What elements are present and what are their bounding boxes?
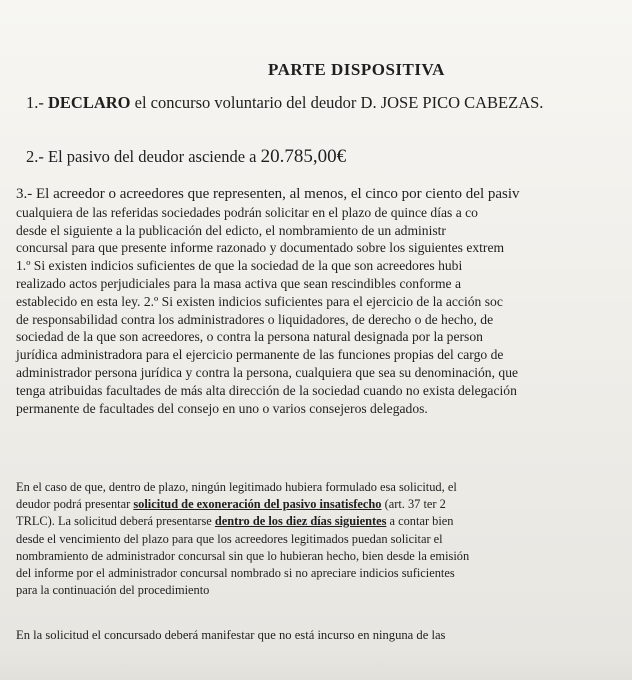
debt-amount: 20.785,00€: [260, 146, 347, 167]
paragraph-3-line: tenga atribuidas facultades de más alta dirección de la sociedad cuando no exista delegación: [16, 382, 517, 398]
paragraph-4-line: [16, 496, 632, 513]
paragraph-1: [26, 93, 543, 113]
paragraph-3-line: administrador persona jurídica y contra la persona, cualquiera que sea su denominación, que: [16, 364, 519, 380]
paragraph-4-text: (art. 37 ter 2: [381, 497, 446, 512]
paragraph-3-line: permanente de facultades del consejo en uno o varios consejeros delegados.: [16, 400, 428, 416]
paragraph-4-line: para la continuación del procedimiento: [16, 583, 210, 598]
paragraph-3-line: de responsabilidad contra los administradores o liquidadores, de derecho o de hecho, de: [16, 311, 494, 327]
paragraph-4-line: desde el vencimiento del plazo para que los acreedores legitimados puedan solicitar el: [16, 531, 443, 546]
paragraph-4-text: TRLC). La solicitud deberá presentarse: [16, 514, 215, 529]
paragraph-3-line: desde el siguiente a la publicación del edicto, el nombramiento de un administr: [16, 222, 446, 238]
paragraph-3-line: cualquiera de las referidas sociedades podrán solicitar en el plazo de quince días a co: [16, 204, 478, 220]
paragraph-3-line: concursal para que presente informe razonado y documentado sobre los siguientes extrem: [16, 240, 505, 256]
section-title: PARTE DISPOSITIVA: [268, 60, 445, 79]
paragraph-5: [16, 627, 632, 644]
paragraph-3-line: sociedad de la que son acreedores, o contra la persona natural designada por la person: [16, 329, 483, 345]
paragraph-4-line: nombramiento de administrador concursal sin que lo hubieran hecho, bien desde la emisión: [16, 548, 470, 563]
paragraph-3: [16, 186, 632, 417]
page-bottom-shadow: [0, 650, 632, 680]
paragraph-2: [26, 146, 346, 168]
paragraph-4-text: a contar bien: [386, 514, 454, 529]
paragraph-3-line: realizado actos perjudiciales para la masa activa que sean rescindibles conforme a: [16, 275, 461, 291]
paragraph-3-line: 1.º Si existen indicios suficientes de que la sociedad de la que son acreedores hubi: [16, 258, 463, 274]
deadline-emphasis: dentro de los diez días siguientes: [214, 514, 387, 529]
declaro-keyword: DECLARO: [48, 93, 131, 112]
paragraph-1-number: 1.-: [26, 93, 48, 112]
paragraph-4-line: del informe por el administrador concursal nombrado si no apreciare indicios suficientes: [16, 566, 455, 581]
paragraph-4-text: deudor podrá presentar: [16, 497, 134, 512]
paragraph-4-line: [16, 513, 632, 530]
paragraph-3-line: jurídica administradora para el ejercicio permanente de las funciones propias del cargo de: [16, 347, 504, 363]
paragraph-5-line: En la solicitud el concursado deberá manifestar que no está incurso en ninguna de las: [16, 628, 446, 642]
paragraph-3-line: establecido en esta ley. 2.º Si existen indicios suficientes para el ejercicio de la acción soc: [16, 293, 503, 309]
paragraph-3-line: 3.- El acreedor o acreedores que representen, al menos, el cinco por ciento del pasiv: [16, 186, 520, 202]
paragraph-1-text: el concurso voluntario del deudor D. JOSE PICO CABEZAS.: [130, 93, 544, 112]
paragraph-4-line: En el caso de que, dentro de plazo, ningún legitimado hubiera formulado esa solicitud, el: [16, 480, 457, 494]
paragraph-4: [16, 479, 632, 599]
exoneration-request-emphasis: solicitud de exoneración del pasivo insatisfecho: [133, 497, 382, 512]
paragraph-2-text: 2.- El pasivo del deudor asciende a: [26, 147, 261, 166]
